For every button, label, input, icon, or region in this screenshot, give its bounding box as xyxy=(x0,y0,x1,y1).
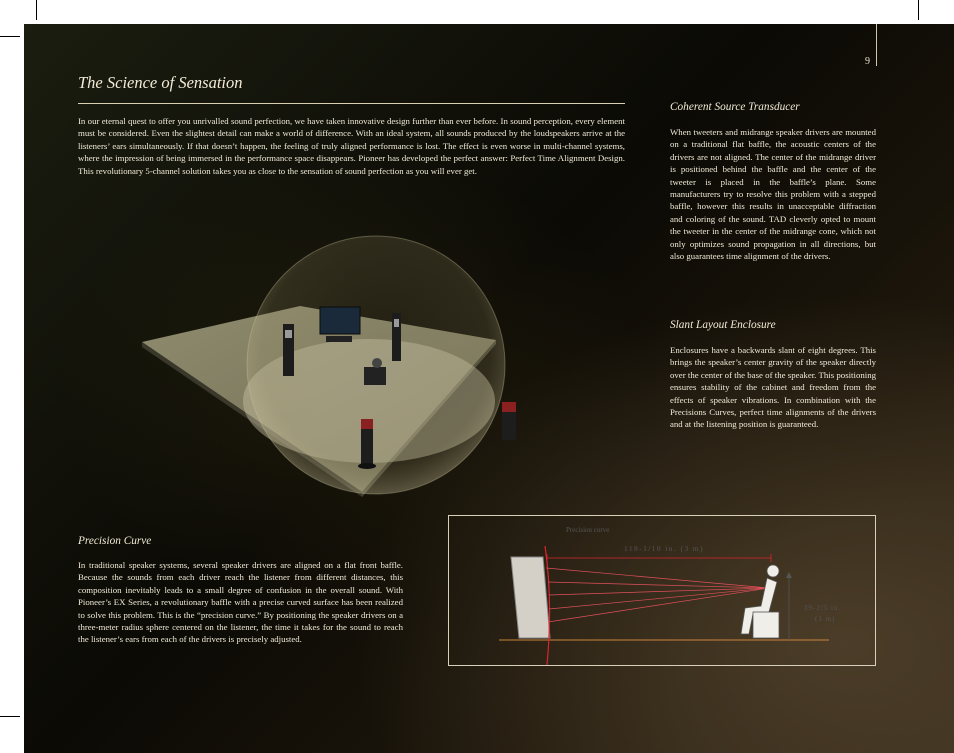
intro-paragraph: In our eternal quest to offer you unrivalled sound perfection, we have taken innovative design further than ever before. In sound perception, every element must be considered. Even the slightest detail can make a world of difference. With an ideal system, all sounds produced by the loudspeakers arrive at the listeners’ ears simultaneously. If that doesn’t happen, the feeling of truly aligned performance is lost. The effect is even worse in multi-channel systems, where the impression of being immersed in the performance space disappears. Pioneer has developed the perfect answer: Perfect Time Alignment Design. This revolutionary 5-channel solution takes you as close to the sensation of sound perfection as you will ever get. xyxy=(78,116,625,176)
title-divider xyxy=(78,103,625,104)
baffle-enclosure xyxy=(511,557,550,638)
listener-chair xyxy=(364,367,386,385)
coherent-heading: Coherent Source Transducer xyxy=(670,101,800,113)
header-rule xyxy=(876,24,877,66)
page-title: The Science of Sensation xyxy=(78,73,243,92)
slant-heading: Slant Layout Enclosure xyxy=(670,319,776,331)
coherent-paragraph: When tweeters and midrange speaker drivers are mounted on a traditional flat baffle, the acoustic centers of the drivers are not aligned. The center of the midrange driver is positioned behind the baffle and the center of the tweeter is placed in the baffle’s plane. Some manufacturers try to resolve this problem with a stepped baffle, however this results in unacceptable diffraction and coloring of the sound. TAD cleverly opted to mount the tweeter in the center of the midrange cone, which not only optimizes sound propagation in all directions, but also guarantees time alignment of the drivers. xyxy=(670,127,876,262)
height-label-2: (1 m) xyxy=(815,615,836,623)
distance-label: 118-1/10 in. (3 m) xyxy=(624,544,704,553)
diagram-drawing xyxy=(449,516,875,665)
precision-curve-diagram xyxy=(448,515,876,666)
height-label-1: 39-2/5 in. xyxy=(804,604,842,612)
seated-listener xyxy=(741,565,779,638)
sound-rays xyxy=(546,568,769,622)
curve-label: Precision curve xyxy=(566,526,610,534)
page-number: 9 xyxy=(865,56,870,67)
precision-heading: Precision Curve xyxy=(78,535,152,547)
precision-paragraph: In traditional speaker systems, several speaker drivers are aligned on a flat front baffle. Because the sounds from each driver reach the listener from different distances, this composition inevitably leads to a small degree of confusion in the overall sound. With Pioneer’s EX Series, a revolutionary baffle with a precise curved surface has been realized to solve this problem. This is the “precision curve.” By positioning the speaker drivers on a three-meter radius sphere centered on the listener, the time it takes for the sound to reach the listener’s ears from each of the drivers is precisely adjusted. xyxy=(78,560,403,645)
room-illustration xyxy=(136,229,516,529)
listener xyxy=(372,358,382,368)
slant-paragraph: Enclosures have a backwards slant of eight degrees. This brings the speaker’s center gravity of the speaker directly over the center of the base of the speaker. This positioning ensures stability of the cabinet and freedom from the effects of speaker vibrations. In combination with the Precisions Curves, perfect time alignments of the drivers and at the listening position is guaranteed. xyxy=(670,345,876,430)
brochure-page xyxy=(24,24,954,753)
tv-screen xyxy=(320,307,360,334)
